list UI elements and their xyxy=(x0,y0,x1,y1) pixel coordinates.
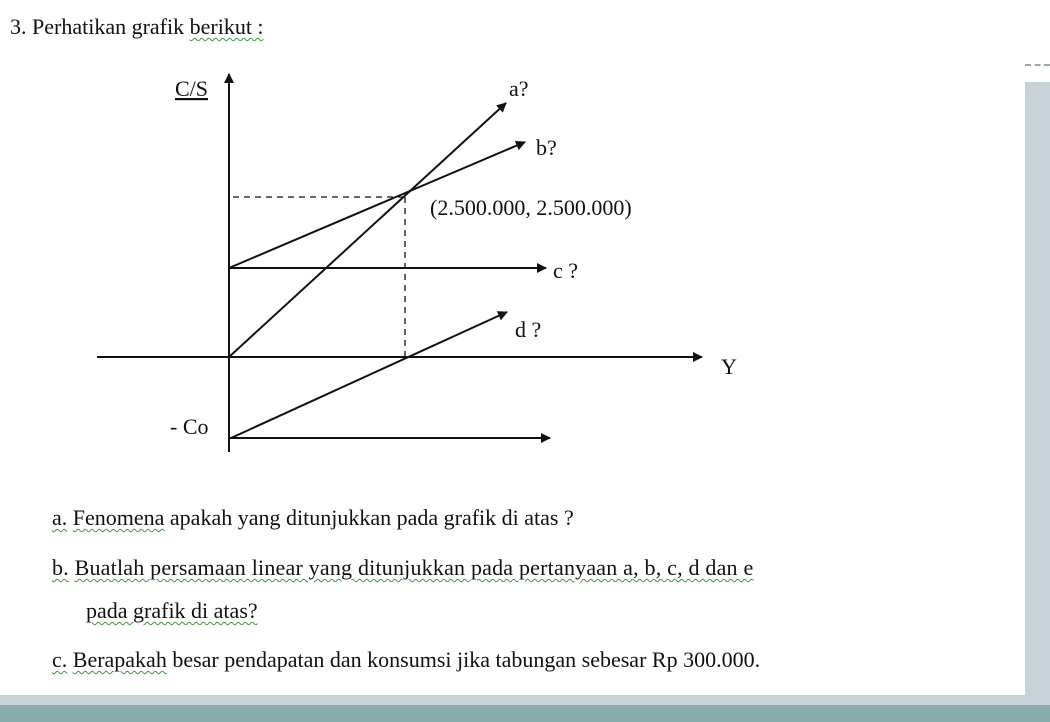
x-axis-label: Y xyxy=(721,354,737,379)
label-d: d ? xyxy=(515,317,542,342)
title-prefix: Perhatikan grafik xyxy=(32,14,185,39)
item-a xyxy=(52,505,574,531)
item-marker: c. xyxy=(52,647,68,672)
y-axis-label: C/S xyxy=(175,76,209,101)
item-c xyxy=(52,647,760,673)
title-suffix: berikut : xyxy=(189,14,264,39)
item-lead: Berapakah xyxy=(72,647,167,672)
item-text: Buatlah persamaan linear yang ditunjukkan pada pertanyaan a, b, c, d dan e xyxy=(74,555,754,580)
minus-co-label: - Co xyxy=(170,414,209,439)
item-b-continued xyxy=(86,598,258,624)
line-d xyxy=(231,312,507,438)
question-number: 3. xyxy=(10,14,27,39)
item-text-continued: pada grafik di atas? xyxy=(86,598,258,623)
label-b: b? xyxy=(536,135,557,160)
footer-band-teal xyxy=(0,705,1050,722)
label-a: a? xyxy=(509,76,529,101)
item-text: apakah yang ditunjukkan pada grafik di atas ? xyxy=(169,505,574,530)
footer-band-light xyxy=(0,695,1050,705)
line-a xyxy=(229,103,506,357)
item-lead: Fenomena xyxy=(72,505,165,530)
intersection-point-label: (2.500.000, 2.500.000) xyxy=(430,195,632,220)
item-b xyxy=(52,555,753,581)
item-marker: a. xyxy=(52,505,68,530)
item-marker: b. xyxy=(52,555,69,580)
item-text: besar pendapatan dan konsumsi jika tabungan sebesar Rp 300.000. xyxy=(172,647,761,672)
label-c: c ? xyxy=(553,258,579,283)
